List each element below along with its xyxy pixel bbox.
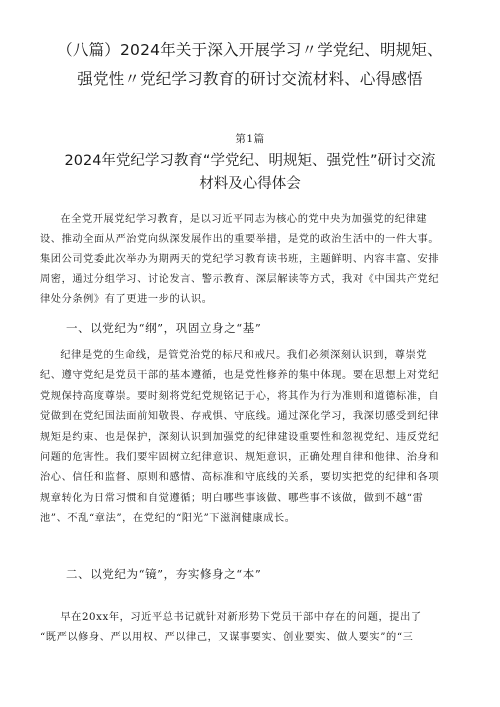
- article-title-line: 材料及心得体会: [199, 176, 301, 192]
- paragraph-section-1: [40, 346, 462, 530]
- text-line: 规章转化为日常习惯和自觉遵循；明白哪些事该做、哪些事不该做，做到不越“雷: [40, 492, 424, 504]
- text-line: 设、推动全面从严治党向纵深发展作出的重要举措，是党的政治生活中的一件大事。: [40, 234, 440, 245]
- text-line: 周密，通过分组学习、讨论发言、警示教育、深层解读等方式，我对《中国共产党纪: [40, 274, 440, 285]
- text-line: 在全党开展党纪学习教育，是以习近平同志为核心的党中央为加强党的纪律建: [60, 214, 428, 225]
- text-line: 问题的危害性。我们要牢固树立纪律意识、规矩意识，正确处理自律和他律、治身和: [40, 452, 440, 464]
- text-line: 治心、信任和监督、原则和感情、高标准和守底线的关系，要切实把党的纪律和各项: [40, 472, 440, 484]
- text-line: “既严以修身、严以用权、严以律己，又谋事要实、创业要实、做人要实”的“三: [40, 632, 414, 643]
- article-number-label: 第1篇: [235, 133, 265, 145]
- text-line: 纪律是党的生命线，是管党治党的标尺和戒尺。我们必须深刻认识到，尊崇党: [60, 350, 428, 361]
- main-title-line: 强党性〃党纪学习教育的研讨交流材料、心得感悟: [77, 70, 423, 88]
- paragraph-section-2: [40, 608, 462, 648]
- text-line: 觉做到在党纪国法面前知敬畏、存戒惧、守底线。通过深化学习，我深切感受到纪律: [40, 411, 440, 423]
- text-line: 规矩是约束、也是保护，深刻认识到加强党的纪律建设重要性和忽视党纪、违反党纪: [40, 431, 440, 443]
- text-line: 集团公司党委此次举办为期两天的党纪学习教育读书班，主题鲜明、内容丰富、安排: [40, 254, 440, 265]
- article-title-line: 2024年党纪学习教育“学党纪、明规矩、强党性”研讨交流: [64, 153, 436, 169]
- text-line: 纪、遵守党纪是党员干部的基本遵循，也是党性修养的集中体现。要在思想上对党纪: [40, 370, 440, 382]
- main-title-line: （八篇）2024年关于深入开展学习〃学党纪、明规矩、: [57, 41, 443, 59]
- section-heading-2: 二、以党纪为“镜”，夯实修身之“本”: [66, 567, 262, 581]
- text-line: 律处分条例》有了更进一步的认识。: [40, 294, 213, 305]
- article-title: [20, 150, 480, 196]
- paragraph-intro: [40, 210, 462, 310]
- text-line: 池”、不乱“章法”，在党纪的“阳光”下滋润健康成长。: [40, 513, 296, 525]
- text-line: 早在20xx年，习近平总书记就针对新形势下党员干部中存在的问题，提出了: [60, 612, 422, 623]
- text-line: 党规保持高度尊崇。要时刻将党纪党规铭记于心，将其作为行为准则和道德标准，自: [40, 390, 440, 402]
- section-heading-1: 一、以党纪为“纲”，巩固立身之“基”: [66, 321, 262, 335]
- main-title: [20, 36, 480, 94]
